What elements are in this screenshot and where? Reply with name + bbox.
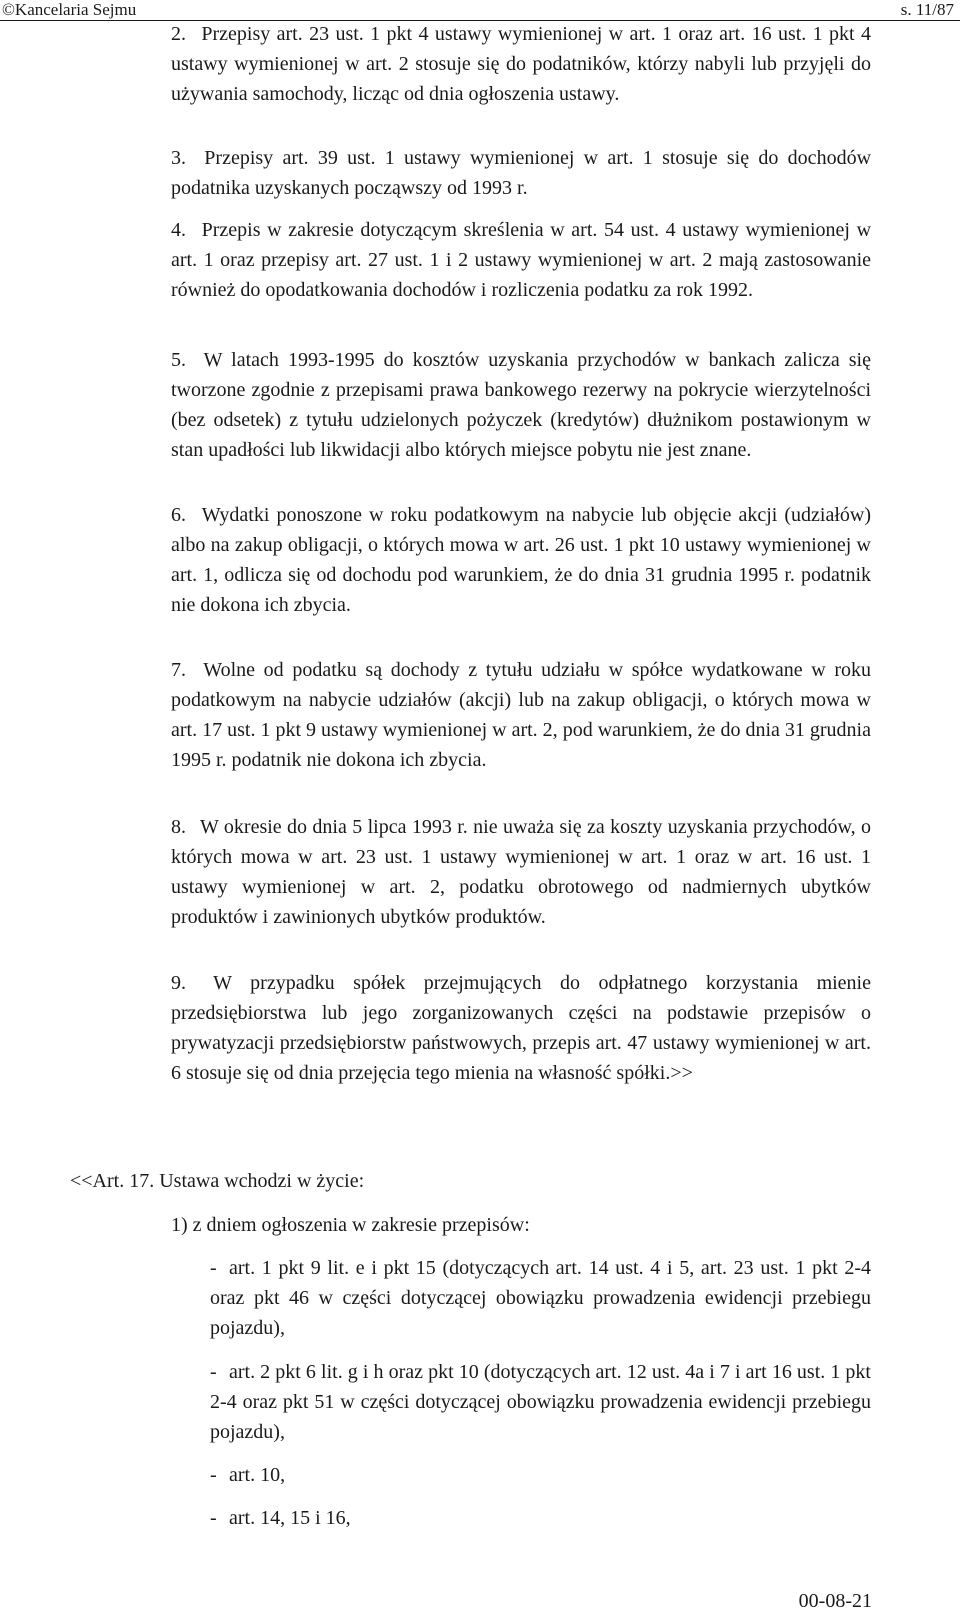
paragraph-3 (171, 143, 871, 203)
article-17-point-1: 1) z dniem ogłoszenia w zakresie przepisów: (171, 1214, 530, 1236)
paragraph-text: W przypadku spółek przejmujących do odpłatnego korzystania mienie przedsiębiorstwa lub jego zorganizowanych części na podstawie przepisów o prywatyzacji przedsiębiorstw państwowych, przepis art. 47 ustawy wymienionej w art. 6 stosuje się od dnia przejęcia tego mienia na własność spółki.>> (171, 972, 871, 1084)
paragraph-8 (171, 812, 871, 932)
list-item (210, 1357, 871, 1447)
paragraph-text: Przepis w zakresie dotyczącym skreślenia w art. 54 ust. 4 ustawy wymienionej w art. 1 oraz przepisy art. 27 ust. 1 i 2 ustawy wymienionej w art. 2 mają zastosowanie również do opodatkowania dochodów i rozliczenia podatku za rok 1992. (171, 219, 872, 301)
paragraph-text: Wydatki ponoszone w roku podatkowym na nabycie lub objęcie akcji (udziałów) albo na zakup obligacji, o których mowa w art. 26 ust. 1 pkt 10 ustawy wymienionej w art. 1, odlicza się od dochodu pod warunkiem, że do dnia 31 grudnia 1995 r. podatnik nie dokona ich zbycia. (171, 504, 872, 616)
list-item-text: art. 1 pkt 9 lit. e i pkt 15 (dotyczących art. 14 ust. 4 i 5, art. 23 ust. 1 pkt 2-4 oraz pkt 46 w części dotyczącej obowiązku prowadzenia ewidencji przebiegu pojazdu), (210, 1257, 871, 1339)
list-item-text: art. 10, (229, 1464, 286, 1486)
list-item-text: art. 2 pkt 6 lit. g i h oraz pkt 10 (dotyczących art. 12 ust. 4a i 7 i art 16 ust. 1 pkt 2-4 oraz pkt 51 w części dotyczącej obowiązku prowadzenia ewidencji przebiegu pojazdu), (210, 1361, 871, 1443)
paragraph-number: 5. (171, 349, 186, 371)
paragraph-number: 6. (171, 504, 186, 526)
paragraph-2 (171, 19, 871, 109)
paragraph-text: Przepisy art. 39 ust. 1 ustawy wymienionej w art. 1 stosuje się do dochodów podatnika uzyskanych począwszy od 1993 r. (171, 147, 872, 199)
paragraph-7 (171, 655, 871, 775)
paragraph-number: 9. (171, 972, 186, 994)
list-dash: - (210, 1257, 217, 1279)
list-item (210, 1253, 871, 1343)
copyright-label: ©Kancelaria Sejmu (2, 0, 137, 19)
page-number: s. 11/87 (900, 0, 954, 19)
paragraph-text: W latach 1993-1995 do kosztów uzyskania przychodów w bankach zalicza się tworzone zgodnie z przepisami prawa bankowego rezerwy na pokrycie wierzytelności (bez odsetek) z tytułu udzielonych pożyczek (kredytów) dłużnikom postawionym w stan upadłości lub likwidacji albo których miejsce pobytu nie jest znane. (171, 349, 871, 461)
list-item (210, 1503, 871, 1533)
paragraph-4 (171, 215, 871, 305)
list-dash: - (210, 1361, 217, 1383)
paragraph-number: 2. (171, 23, 186, 45)
paragraph-text: Przepisy art. 23 ust. 1 pkt 4 ustawy wymienionej w art. 1 oraz art. 16 ust. 1 pkt 4 ustawy wymienionej w art. 2 stosuje się do podatników, którzy nabyli lub przyjęli do używania samochody, licząc od dnia ogłoszenia ustawy. (171, 23, 871, 105)
paragraph-5 (171, 345, 871, 465)
paragraph-9 (171, 968, 871, 1088)
list-item (210, 1460, 871, 1490)
paragraph-6 (171, 500, 871, 620)
paragraph-text: Wolne od podatku są dochody z tytułu udziału w spółce wydatkowane w roku podatkowym na nabycie udziałów (akcji) lub na zakup obligacji, o których mowa w art. 17 ust. 1 pkt 9 ustawy wymienionej w art. 2, pod warunkiem, że do dnia 31 grudnia 1995 r. podatnik nie dokona ich zbycia. (171, 659, 871, 771)
list-dash: - (210, 1464, 217, 1486)
list-item-text: art. 14, 15 i 16, (229, 1507, 351, 1529)
paragraph-number: 7. (171, 659, 186, 681)
paragraph-number: 3. (171, 147, 186, 169)
paragraph-text: W okresie do dnia 5 lipca 1993 r. nie uważa się za koszty uzyskania przychodów, o których mowa w art. 23 ust. 1 ustawy wymienionej w art. 1 oraz w art. 16 ust. 1 ustawy wymienionej w art. 2, podatku obrotowego od nadmiernych ubytków produktów i zawinionych ubytków produktów. (171, 816, 871, 928)
article-17-heading: <<Art. 17. Ustawa wchodzi w życie: (70, 1170, 365, 1192)
paragraph-number: 8. (171, 816, 186, 838)
list-dash: - (210, 1507, 217, 1529)
document-date: 00-08-21 (798, 1590, 872, 1612)
paragraph-number: 4. (171, 219, 186, 241)
